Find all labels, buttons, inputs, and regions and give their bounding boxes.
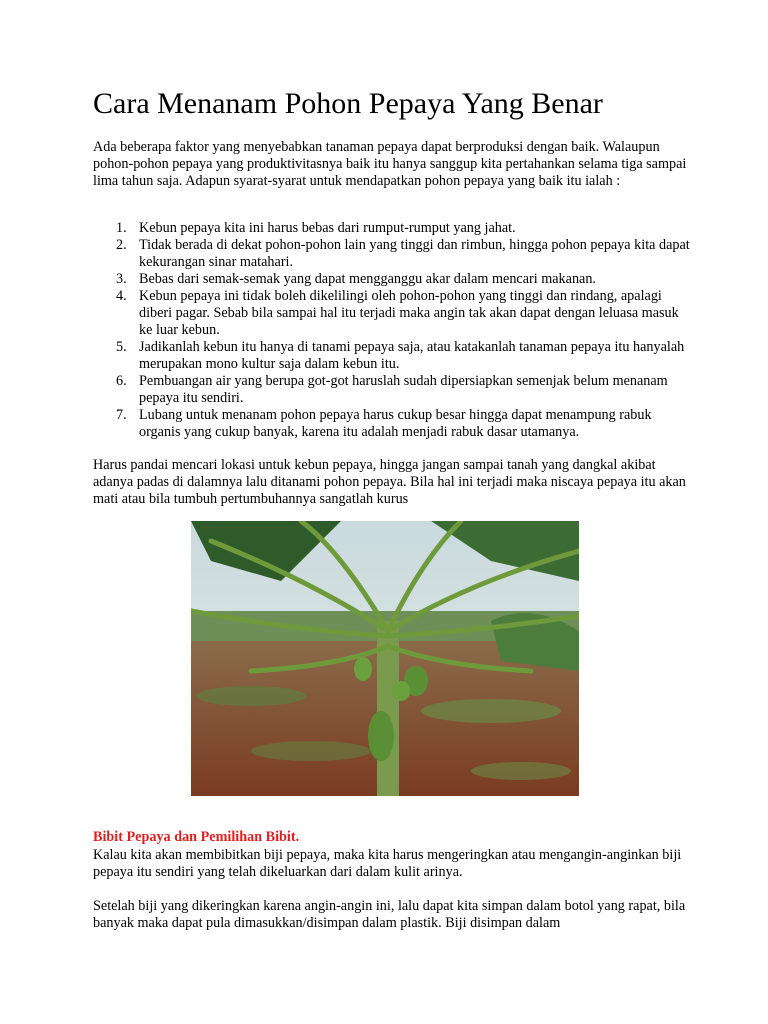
seed-paragraph-2: Setelah biji yang dikeringkan karena angin-angin ini, lalu dapat kita simpan dalam botol yang rapat, bila banyak maka dapat pula dimasukkan/disimpan dalam plastik. Biji disimpan dalam (93, 898, 686, 931)
list-item: 6. Pembuangan air yang berupa got-got haruslah sudah dipersiapkan semenjak belum menanam pepaya itu sendiri. (116, 373, 668, 406)
list-item: 2. Tidak berada di dekat pohon-pohon lain yang tinggi dan rimbun, hingga pohon pepaya kita dapat kekurangan sinar matahari. (116, 237, 690, 270)
page-title: Cara Menanam Pohon Pepaya Yang Benar (93, 87, 603, 120)
list-item: 4. Kebun pepaya ini tidak boleh dikelilingi oleh pohon-pohon yang tinggi dan rindang, apalagi diberi pagar. Sebab bila sampai hal itu terjadi maka angin tak akan dapat dengan leluasa masuk ke luar kebun. (116, 288, 679, 338)
section-heading: Bibit Pepaya dan Pemilihan Bibit. (93, 829, 300, 845)
list-item: 3. Bebas dari semak-semak yang dapat mengganggu akar dalam mencari makanan. (116, 271, 596, 287)
list-item: 5. Jadikanlah kebun itu hanya di tanami pepaya saja, atau katakanlah tanaman pepaya itu hanyalah merupakan mono kultur saja dalam kebun itu. (116, 339, 685, 372)
list-item: 7. Lubang untuk menanam pohon pepaya harus cukup besar hingga dapat menampung rabuk organis yang cukup banyak, karena itu adalah menjadi rabuk dasar utamanya. (116, 407, 652, 440)
list-item: 1. Kebun pepaya kita ini harus bebas dari rumput-rumput yang jahat. (116, 220, 516, 236)
seed-paragraph-1: Kalau kita akan membibitkan biji pepaya, maka kita harus mengeringkan atau mengangin-anginkan biji pepaya itu sendiri yang telah dikeluarkan dari dalam kulit arinya. (93, 847, 682, 880)
intro-paragraph: Ada beberapa faktor yang menyebabkan tanaman pepaya dapat berproduksi dengan baik. Walaupun pohon-pohon pepaya yang produktivitasnya baik itu hanya sanggup kita pertahankan selama tiga sampai lima tahun saja. Adapun syarat-syarat untuk mendapatkan pohon pepaya yang baik itu ialah : (93, 139, 687, 189)
requirements-list (93, 220, 693, 441)
papaya-plant-photo (191, 521, 579, 796)
location-paragraph: Harus pandai mencari lokasi untuk kebun pepaya, hingga jangan sampai tanah yang dangkal akibat adanya padas di dalamnya lalu ditanami pohon pepaya. Bila hal ini terjadi maka niscaya pepaya itu akan mati atau bila tumbuh pertumbuhannya sangatlah kurus (93, 457, 686, 507)
